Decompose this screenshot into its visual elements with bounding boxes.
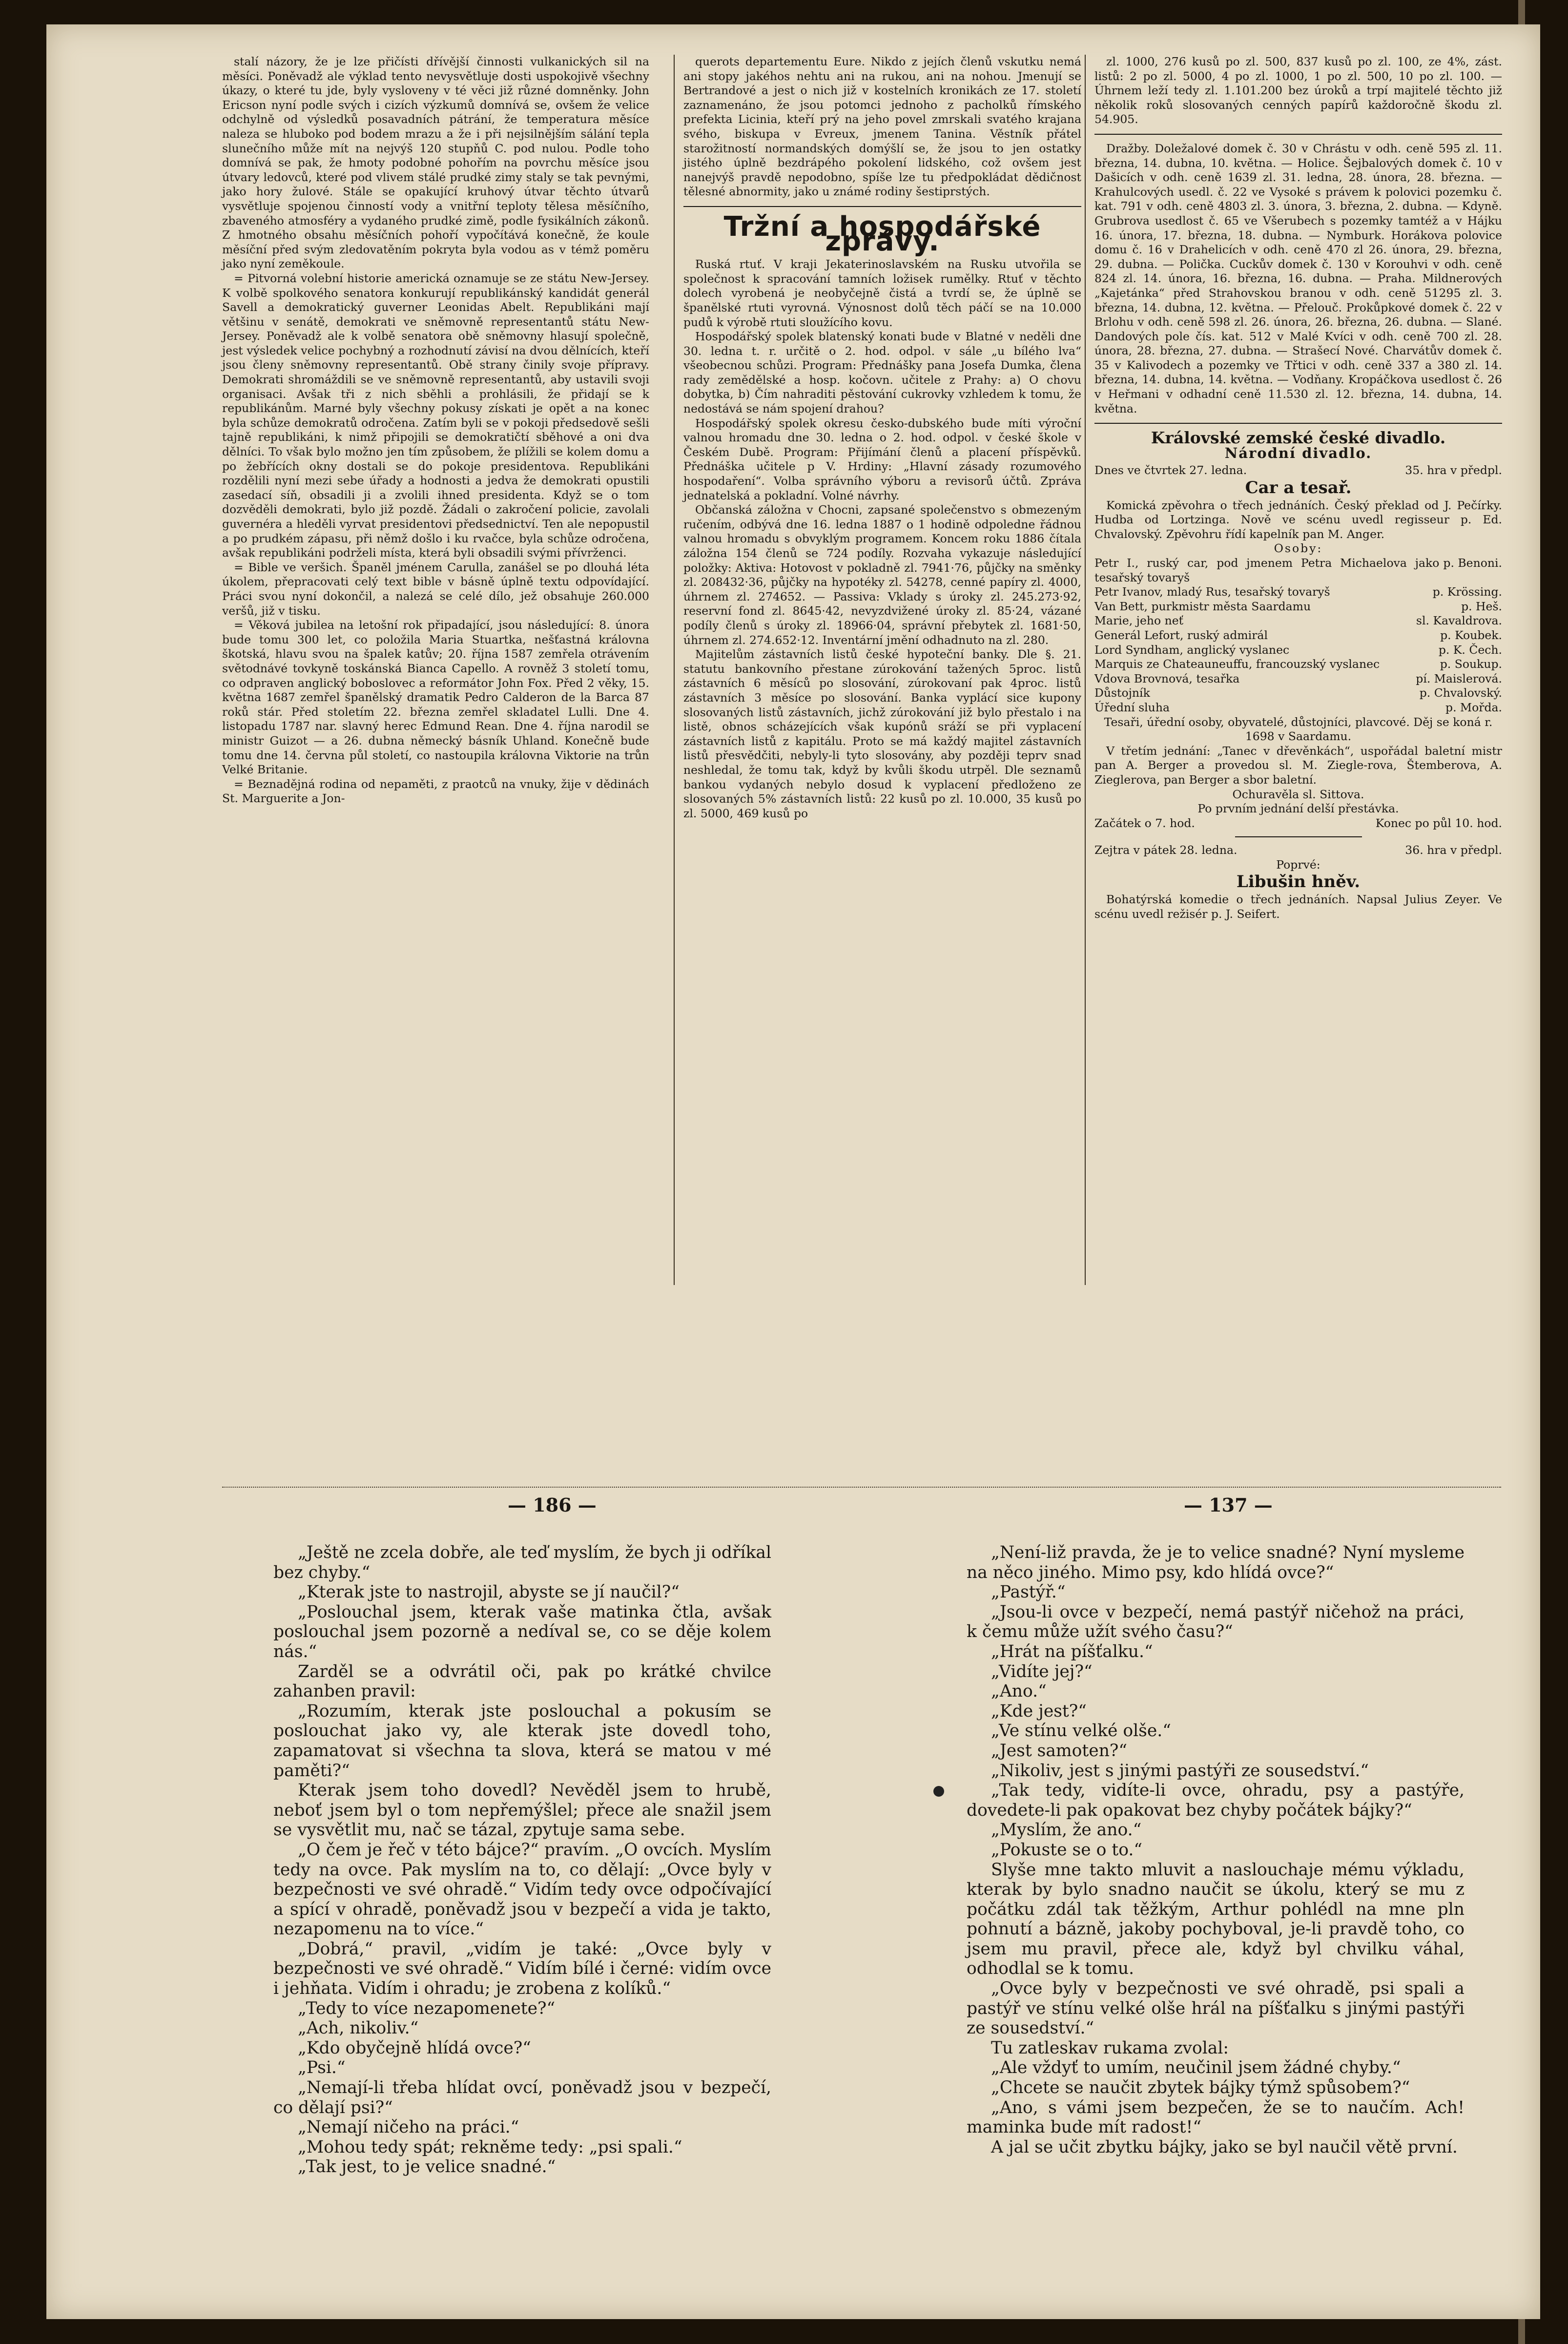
upper-column-1 bbox=[222, 55, 649, 806]
cast-row bbox=[1094, 643, 1502, 658]
page-separator bbox=[222, 1487, 1501, 1488]
cast-role: Van Bett, purkmistr města Saardamu bbox=[1094, 599, 1311, 613]
show2-number: 36. hra v předpl. bbox=[1405, 843, 1502, 857]
show1-number: 35. hra v předpl. bbox=[1405, 463, 1502, 477]
theatre-subtitle: Národní divadlo. bbox=[1224, 444, 1372, 461]
market-news-paragraph: Hospodářský spolek okresu česko-dubského bude míti výroční valnou hromadu dne 30. ledna o 2. hod. odpol. v české škole v Českém Dubě. Program: Přijímání členů a placení příspěvků. Přednáška učitele p V. Hrdiny: „Hlavní zásady rozumového hospodaření“. Volba správního výboru a revisorů účtů. Zpráva jednatelská a pokladní. Volné návrhy. bbox=[683, 416, 1081, 502]
story-paragraph: „Dobrá,“ pravil, „vidím je také: „Ovce byly v bezpečnosti ve své ohradě.“ Vidím bílé i černé: vidím ovce i jehňata. Vidím i ohradu; je zrobena z kolíků.“ bbox=[273, 1939, 771, 1999]
story-paragraph: „Psi.“ bbox=[298, 2058, 346, 2078]
story-paragraph: A jal se učit zbytku bájky, jako se byl naučil větě první. bbox=[991, 2137, 1458, 2157]
story-paragraph: „Pokuste se o to.“ bbox=[991, 1840, 1142, 1860]
story-paragraph: „Jsou-li ovce v bezpečí, nemá pastýř ničehož na práci, k čemu může užít svého času?“ bbox=[967, 1602, 1465, 1642]
show1-description: Komická zpěvohra o třech jednáních. Český překlad od J. Pečírky. Hudba od Lortzinga. Nově ve scénu uvedl regisseur p. Ed. Chvalovský. Zpěvohru řídí kapelník pan M. Anger. bbox=[1094, 498, 1502, 541]
story-paragraph: „Mohou tedy spát; rekněme tedy: „psi spali.“ bbox=[298, 2137, 682, 2157]
article-paragraph: = Bible ve veršich. Španěl jménem Carulla, zanášel se po dlouhá léta úkolem, přepracovati celý text bible v básně úplně textu odpovídající. Práci svou nyní dokončil, a nalezá se celé dílo, jež obsahuje 260.000 veršů, již v tisku. bbox=[222, 560, 649, 618]
cast-label: Osoby: bbox=[1274, 541, 1323, 556]
market-news-paragraph: Hospodářský spolek blatenský konati bude v Blatné v neděli dne 30. ledna t. r. určitě o 2. hod. odpol. v sále „u bílého lva“ všeobecnou schůzi. Program: Přednášky pana Josefa Dumka, člena rady zemědělské a hosp. kočovn. učitele z Prahy: a) O chovu dobytka, b) Čím nahraditi pěstování cukrovky vzhledem k tomu, že nedostává se nám spojení drahou? bbox=[683, 330, 1081, 416]
start-end-row bbox=[1094, 816, 1502, 831]
illness-note: Ochuravěla sl. Sittova. bbox=[1232, 787, 1364, 801]
story-paragraph: „Tedy to více nezapomenete?“ bbox=[298, 1998, 556, 2018]
cast-role: Vdova Brovnová, tesařka bbox=[1094, 671, 1240, 685]
cast-role: Lord Syndham, anglický vyslanec bbox=[1094, 643, 1290, 657]
section-rule bbox=[1094, 134, 1502, 135]
article-paragraph: = Věková jubilea na letošní rok připadající, jsou následující: 8. února bude tomu 300 let, co položila Maria Stuartka, nešťastná královna škotská, hlavu svou na špalek katův; 20. října 1587 zemřela otrávením světodnávé tovkyně toskánská Bianca Capello. A rovněž 3 století tomu, co odpraven anglický boboslovec a reformátor John Fox. Před 2 věky, 15. května 1687 zemřel španělský dramatik Pedro Calderon de la Barca 87 roků stár. Před stoletím 22. března zemřel skladatel Lulli. Dne 4. listopadu 1787 nar. slavný herec Edmund Rean. Dne 4. října narodil se ministr Guizot — a 26. dubna německý básník Uhland. Konečně bude tomu dne 14. června půl století, co nastoupila královna Viktorie na trůn Velké Britanie. bbox=[222, 618, 649, 777]
premiere-label: Poprvé: bbox=[1276, 857, 1320, 871]
act3-note: V třetím jednání: „Tanec v dřevěnkách“, uspořádal baletní mistr pan A. Berger a provedou sl. M. Ziegle-rova, Štemberova, A. Zieglerova, pan Berger a sbor baletní. bbox=[1094, 744, 1502, 787]
cast-role: Marquis ze Chateauneuffu, francouzský vyslanec bbox=[1094, 657, 1380, 671]
book-page-left bbox=[273, 1543, 771, 2177]
column-rule bbox=[1085, 55, 1086, 1285]
story-paragraph: Tu zatleskav rukama zvolal: bbox=[991, 2038, 1229, 2058]
story-paragraph: „Nemají ničeho na práci.“ bbox=[298, 2117, 519, 2137]
theatre-title: Královské zemské české divadlo. bbox=[1151, 428, 1446, 448]
cast-actor: p. Mořda. bbox=[1445, 700, 1502, 714]
upper-column-3 bbox=[1094, 55, 1502, 921]
story-paragraph: „Ovce byly v bezpečnosti ve své ohradě, psi spali a pastýř ve stínu velké olše hrál na píšťalku s jinými pastýři ze sousedství.“ bbox=[967, 1979, 1465, 2038]
cast-row bbox=[1094, 556, 1502, 585]
cast-actor: sl. Kavaldrova. bbox=[1416, 614, 1502, 628]
start-time: Začátek o 7. hod. bbox=[1094, 816, 1195, 830]
show1-date-row bbox=[1094, 463, 1502, 478]
show2-title: Libušin hněv. bbox=[1236, 872, 1361, 892]
cast-actor: p. Heš. bbox=[1461, 599, 1502, 613]
article-paragraph: = Pitvorná volební historie americká oznamuje se ze státu New-Jersey. K volbě spolkového senatora konkurují republikánský kandidát generál Savell a demokratický guverner Leonidas Abelt. Republikáni mají většinu v senátě, demokrati ve sněmovně representantů státu New-Jersey. Poněvadž ale k volbě senatora obě sněmovny hlasují společně, jest výsledek velice pochybný a rozhodnutí závisí na dvou dělnících, kteří jsou členy sněmovny representantů. Obě strany činily svoje přípravy. Demokrati shromáždili se ve sněmovně representantů, aby ustavili svoji organisaci. Avšak tři z nich sběhli a prohlásili, že přidají se k republikánům. Marné byly všechny pokusy získati je opět a na konec byla schůze demokratů odročena. Zatím byli se v pokoji předsedově sešli tajně republikáni, k nimž připojili se demokratičtí sběhové a oni dva dělníci. To však bylo možno jen tím způsobem, že plížili se kolem domu a po žebřících okny dostali se do pokoje presidentova. Republikáni rozdělili nyní mezi sebe úřady a hodnosti a jedva že demokrati opustili zasedací síň, obsadili ji a zvolili ihned presidenta. Když se o tom dozvěděli demokrati, bylo již pozdě. Žádali o zakročení policie, zavolali guvernéra a hleděli vyrvat presidentovi předsednictví. Ten ale nepopustil a po prudkém zápasu, při němž došlo i ku rvačce, byla schůze odročena, avšak republikáni podrželi místa, která byli obsadili svými přívrženci. bbox=[222, 271, 649, 560]
bullet-mark bbox=[933, 1786, 944, 1797]
cast-row bbox=[1094, 600, 1502, 614]
show2-date: Zejtra v pátek 28. ledna. bbox=[1094, 843, 1238, 857]
story-paragraph: „Kterak jste to nastrojil, abyste se jí naučil?“ bbox=[298, 1582, 680, 1602]
story-paragraph: „Tak jest, to je velice snadné.“ bbox=[298, 2157, 556, 2177]
cast-role: Marie, jeho neť bbox=[1094, 614, 1184, 628]
article-paragraph: = Beznadějná rodina od nepaměti, z praotců na vnuky, žije v dědinách St. Marguerite a Jon- bbox=[222, 777, 649, 806]
story-paragraph: „Jest samoten?“ bbox=[991, 1741, 1128, 1761]
story-paragraph: Kterak jsem toho dovedl? Nevěděl jsem to hrubě, neboť jsem byl o tom nepřemýšlel; přece ale snažil jsem se vysvětlit mu, nač se tázal, zpytuje sama sebe. bbox=[273, 1781, 771, 1840]
story-paragraph: „Ano, s vámi jsem bezpečen, že se to naučím. Ach! maminka bude mít radost!“ bbox=[967, 2097, 1465, 2137]
article-paragraph: querots departementu Eure. Nikdo z jejích členů vskutku nemá ani stopy jakéhos nehtu ani na rukou, ani na nohou. Jmenují se Bertrandové a jest o nich již v kostelních kronikách ze 17. století zaznamenáno, že jsou potomci jednoho z pacholků římského prefekta Licinia, kteří prý na jeho povel zmrskali svatého krajana svého, biskupa v Evreux, jmenem Tanina. Věstník přátel starožitností normandských domýšlí se, že jsou to jen ostatky jistého úplně bezdrápého pokolení lidského, což ovšem jest nanejvýš pravdě nepodobno, spíše lze tu předpokládat dědičnost tělesné abnormity, jako u známé rodiny šestiprstých. bbox=[683, 55, 1081, 199]
story-paragraph: Slyše mne takto mluvit a naslouchaje mému výkladu, kterak by bylo snadno naučit se úkolu, který se mu z počátku zdál tak těžkým, Arthur pohlédl na mne pln pohnutí a bázně, jakoby pochyboval, je-li pravdě toho, co jsem mu pravil, přece ale, když byl chvilku váhal, odhodlal se k tomu. bbox=[967, 1860, 1465, 1979]
cast-actor: p. Koubek. bbox=[1440, 628, 1502, 642]
upper-column-2 bbox=[683, 55, 1081, 821]
cast-list bbox=[1094, 556, 1502, 715]
cast-row bbox=[1094, 672, 1502, 686]
cast-role: Generál Lefort, ruský admirál bbox=[1094, 628, 1268, 642]
cast-role: Petr Ivanov, mladý Rus, tesařský tovaryš bbox=[1094, 585, 1330, 599]
cast-row bbox=[1094, 614, 1502, 628]
market-news-heading: Tržní a hospodářské zprávy. bbox=[723, 210, 1041, 257]
story-paragraph: „Kde jest?“ bbox=[991, 1701, 1087, 1721]
story-paragraph: „Ve stínu velké olše.“ bbox=[991, 1721, 1171, 1741]
story-paragraph: „Kdo obyčejně hlídá ovce?“ bbox=[298, 2038, 531, 2058]
market-news-paragraph: Občanská záložna v Chocni, zapsané společenstvo s obmezeným ručením, odbývá dne 16. ledna 1887 o 1 hodině odpoledne řádnou valnou hromadu s obvyklým programem. Koncem roku 1886 čítala záložna 154 členů se 724 podíly. Rozvaha vykazuje následující položky: Aktiva: Hotovost v pokladně zl. 7941·76, půjčky na směnky zl. 208432·36, půjčky na hypotéky zl. 54278, cenné papíry zl. 4000, úhrnem zl. 274652. — Passiva: Vklady s úroky zl. 245.273·92, reservní fond zl. 8645·42, nevyzdvižené úroky zl. 85·24, vázané podíly členů s úroky zl. 18966·04, správní přebytek zl. 1681·50, úhrnem zl. 274.652·12. Inventární jmění odhadnuto na zl. 280. bbox=[683, 503, 1081, 647]
section-rule bbox=[1094, 423, 1502, 424]
cast-row bbox=[1094, 686, 1502, 701]
story-paragraph: „O čem je řeč v této bájce?“ pravím. „O ovcích. Myslím tedy na ovce. Pak myslím na to, co dělají: „Ovce byly v bezpečnosti ve své ohradě.“ Vidím tedy ovce odpočívající a spící v ohradě, poněvadž jsou v bezpečí a vida je takto, nezapomenu na to více.“ bbox=[273, 1840, 771, 1939]
story-paragraph: „Vidíte jej?“ bbox=[991, 1661, 1093, 1681]
page-number-right: — 137 — bbox=[1184, 1494, 1273, 1516]
cast-role: Petr I., ruský car, pod jmenem Petra Michaelova jako tesařský tovaryš bbox=[1094, 556, 1440, 584]
show2-date-row bbox=[1094, 843, 1502, 858]
story-paragraph: „Nemají-li třeba hlídat ovcí, poněvadž jsou v bezpečí, co dělají psi?“ bbox=[273, 2078, 771, 2117]
story-paragraph: „Rozumím, kterak jste poslouchal a pokusím se poslouchat jako vy, ale kterak jste dovedl toho, zapamatovat si všechna ta slova, která se matou v mé paměti?“ bbox=[273, 1701, 771, 1781]
cast-actor: p. Chvalovský. bbox=[1419, 686, 1502, 700]
cast-row bbox=[1094, 628, 1502, 643]
cast-actor: p. Benoni. bbox=[1443, 556, 1502, 570]
cast-row bbox=[1094, 657, 1502, 672]
story-paragraph: „Myslím, že ano.“ bbox=[991, 1820, 1142, 1840]
page-number-left: — 186 — bbox=[508, 1494, 597, 1516]
cast-actor: pí. Maislerová. bbox=[1416, 671, 1502, 685]
story-paragraph: „Nikoliv, jest s jinými pastýři ze sousedství.“ bbox=[991, 1761, 1369, 1781]
story-paragraph: „Není-liž pravda, že je to velice snadné? Nyní mysleme na něco jiného. Mimo psy, kdo hlídá ovce?“ bbox=[967, 1543, 1465, 1582]
pause-note: Po prvním jednání delší přestávka. bbox=[1197, 802, 1399, 816]
story-paragraph: „Ach, nikoliv.“ bbox=[298, 2018, 419, 2038]
cast-actor: p. Krössing. bbox=[1432, 585, 1502, 599]
story-paragraph: „Hrát na píšťalku.“ bbox=[991, 1641, 1153, 1661]
end-time: Konec po půl 10. hod. bbox=[1375, 816, 1502, 830]
cast-actor: p. Soukup. bbox=[1440, 657, 1502, 671]
show1-date: Dnes ve čtvrtek 27. ledna. bbox=[1094, 463, 1247, 477]
article-paragraph: zl. 1000, 276 kusů po zl. 500, 837 kusů po zl. 100, ze 4%, zást. listů: 2 po zl. 5000, 4 po zl. 1000, 1 po zl. 500, 10 po zl. 100. — Úhrnem leží tedy zl. 1.101.200 bez úroků a trpí majitelé těchto již několik roků slosovaných cenných papírů každoročně škodu zl. 54.905. bbox=[1094, 55, 1502, 126]
market-news-paragraph: Majitelům zástavních listů české hypoteční banky. Dle §. 21. statutu bankovního přestane zúrokování tažených 5proc. listů zástavních 6 měsíců po slosování, zúrokovaní pak 4proc. listů zástavních 3 měsíce po slosování. Banka vyplácí sice kupony slosovaných listů zástavních, jichž zúrokování již bylo přestalo i na listě, obnos scházejících však kupónů sráží se při vyplacení zástavních listů z kapitálu. Proto se má každý majitel zástavních listů přesvědčiti, nebyly-li tyto slosovány, aby později teprv snad neshledal, že tomu tak, když by kvůli škodu utrpěl. Dle seznamů bankou vydaných nebylo dosud k vyplacení předloženo ze slosovaných 5% zástavních listů: 22 kusů po zl. 10.000, 35 kusů po zl. 5000, 469 kusů po bbox=[683, 647, 1081, 820]
column-rule bbox=[674, 55, 675, 1285]
show2-description: Bohatýrská komedie o třech jednáních. Napsal Julius Zeyer. Ve scénu uvedl režisér p. J. Seifert. bbox=[1094, 892, 1502, 921]
cast-actor: p. K. Čech. bbox=[1438, 643, 1502, 657]
section-rule bbox=[683, 206, 1081, 207]
story-paragraph: Zarděl se a odvrátil oči, pak po krátké chvilce zahanben pravil: bbox=[273, 1661, 771, 1701]
short-rule bbox=[1235, 836, 1362, 837]
story-paragraph: „Tak tedy, vidíte-li ovce, ohradu, psy a pastýře, dovedete-li pak opakovat bez chyby počátek bájky?“ bbox=[967, 1781, 1465, 1820]
story-paragraph: „Pastýř.“ bbox=[991, 1582, 1066, 1602]
story-paragraph: „Chcete se naučit zbytek bájky týmž spůsobem?“ bbox=[991, 2078, 1410, 2098]
market-news-paragraph: Ruská rtuť. V kraji Jekaterinoslavském na Rusku utvořila se společnost k spracování tamních ložisek rumělky. Rtuť v těchto dolech vyrobená je neobyčejně čistá a tvrdí se, že úplně se španělské rtuti vyrovná. Výnosnost dolů těch páčí se na 10.000 pudů k výrobě rtuti sloužícího kovu. bbox=[683, 257, 1081, 329]
article-paragraph: stalí názory, že je lze přičísti dřívější činnosti vulkanických sil na měsíci. Poněvadž ale výklad tento nevysvětluje dosti uspokojivě všechny úkazy, o které tu jde, byly vysloveny v té věci již různé domněnky. John Ericson nyní podle svých i cizích výzkumů domnívá se, ovšem že velice odchylně od výsledků posavadních pátrání, že temperatura měsíce naleza se hluboko pod bodem mrazu a že i při nejsilnějším sálání tepla slunečního může mít na nejvýš 120 stupňů C. pod nulou. Podle toho domnívá se pak, že hmoty podobné pohořím na povrchu měsíce jsou útvary ledovců, které pod vlivem stálé prudké zimy staly se tak pevnými, jako hory žulové. Stále se opakující kruhový útvar těchto útvarů vysvětluje spojenou činností vody a vnitřní teploty tělesa měsíčního, zbaveného atmosféry a vydaného prudké zimě, podle fysikálních zákonů. Z hmotného obsahu měsíčních pohoří vypočítává konečně, že koule měsíční před svým zledovatěním pokryta byla vodou as v témž poměru jako nyní zeměkoule. bbox=[222, 55, 649, 271]
show1-title: Car a tesař. bbox=[1245, 478, 1352, 498]
story-paragraph: „Ano.“ bbox=[991, 1681, 1047, 1701]
story-paragraph: „Ale vždyť to umím, neučinil jsem žádné chyby.“ bbox=[991, 2058, 1401, 2078]
cast-tail: Tesaři, úřední osoby, obyvatelé, důstojníci, plavcové. Děj se koná r. 1698 v Saardamu. bbox=[1104, 715, 1493, 744]
story-paragraph: „Ještě ne zcela dobře, ale teď myslím, že bych ji odříkal bez chyby.“ bbox=[273, 1543, 771, 1582]
auctions-paragraph: Dražby. Doležalové domek č. 30 v Chrástu v odh. ceně 595 zl. 11. března, 14. dubna, 10. května. — Holice. Šejbalových domek č. 10 v Dašicích v odh. ceně 1639 zl. 31. ledna, 28. února, 28. března. — Krahulcových usedl. č. 22 ve Vysoké s právem k polovici pozemku č. kat. 791 v odh. ceně 4803 zl. 3. února, 3. března, 2. dubna. — Kdyně. Grubrova usedlost č. 65 ve Všerubech s pozemky tamtéž a v Hájku 16. února, 17. března, 18. dubna. — Nymburk. Horákova polovice domu č. 16 v Drahelicích v odh. ceně 470 zl 26. února, 29. března, 29. dubna. — Polička. Cuckův domek č. 130 v Korouhvi v odh. ceně 824 zl. 14. února, 16. března, 16. dubna. — Praha. Mildnerových „Kajetánka“ před Strahovskou branou v odh. ceně 51295 zl. 3. března, 14. dubna, 12. května. — Přelouč. Prokůpkové domek č. 22 v Brlohu v odh. ceně 598 zl. 26. února, 26. března, 26. dubna. — Slané. Dandových pole čís. kat. 512 v Malé Kvíci v odh. ceně 700 zl. 28. února, 28. března, 27. dubna. — Strašecí Nové. Charvátův domek č. 35 v Kalivodech a pozemky ve Třtici v odh. ceně 337 a 380 zl. 14. března, 14. dubna, 14. května. — Vodňany. Kropáčkova usedlost č. 26 v Heřmani v odhadní ceně 11.530 zl. 12. března, 14. dubna, 14. května. bbox=[1094, 141, 1502, 415]
book-page-right bbox=[967, 1543, 1465, 2157]
cast-row bbox=[1094, 585, 1502, 600]
cast-role: Důstojník bbox=[1094, 686, 1150, 700]
story-paragraph: „Poslouchal jsem, kterak vaše matinka čtla, avšak poslouchal jsem pozorně a nedíval se, co se děje kolem nás.“ bbox=[273, 1602, 771, 1661]
cast-role: Úřední sluha bbox=[1094, 700, 1170, 714]
cast-row bbox=[1094, 701, 1502, 715]
